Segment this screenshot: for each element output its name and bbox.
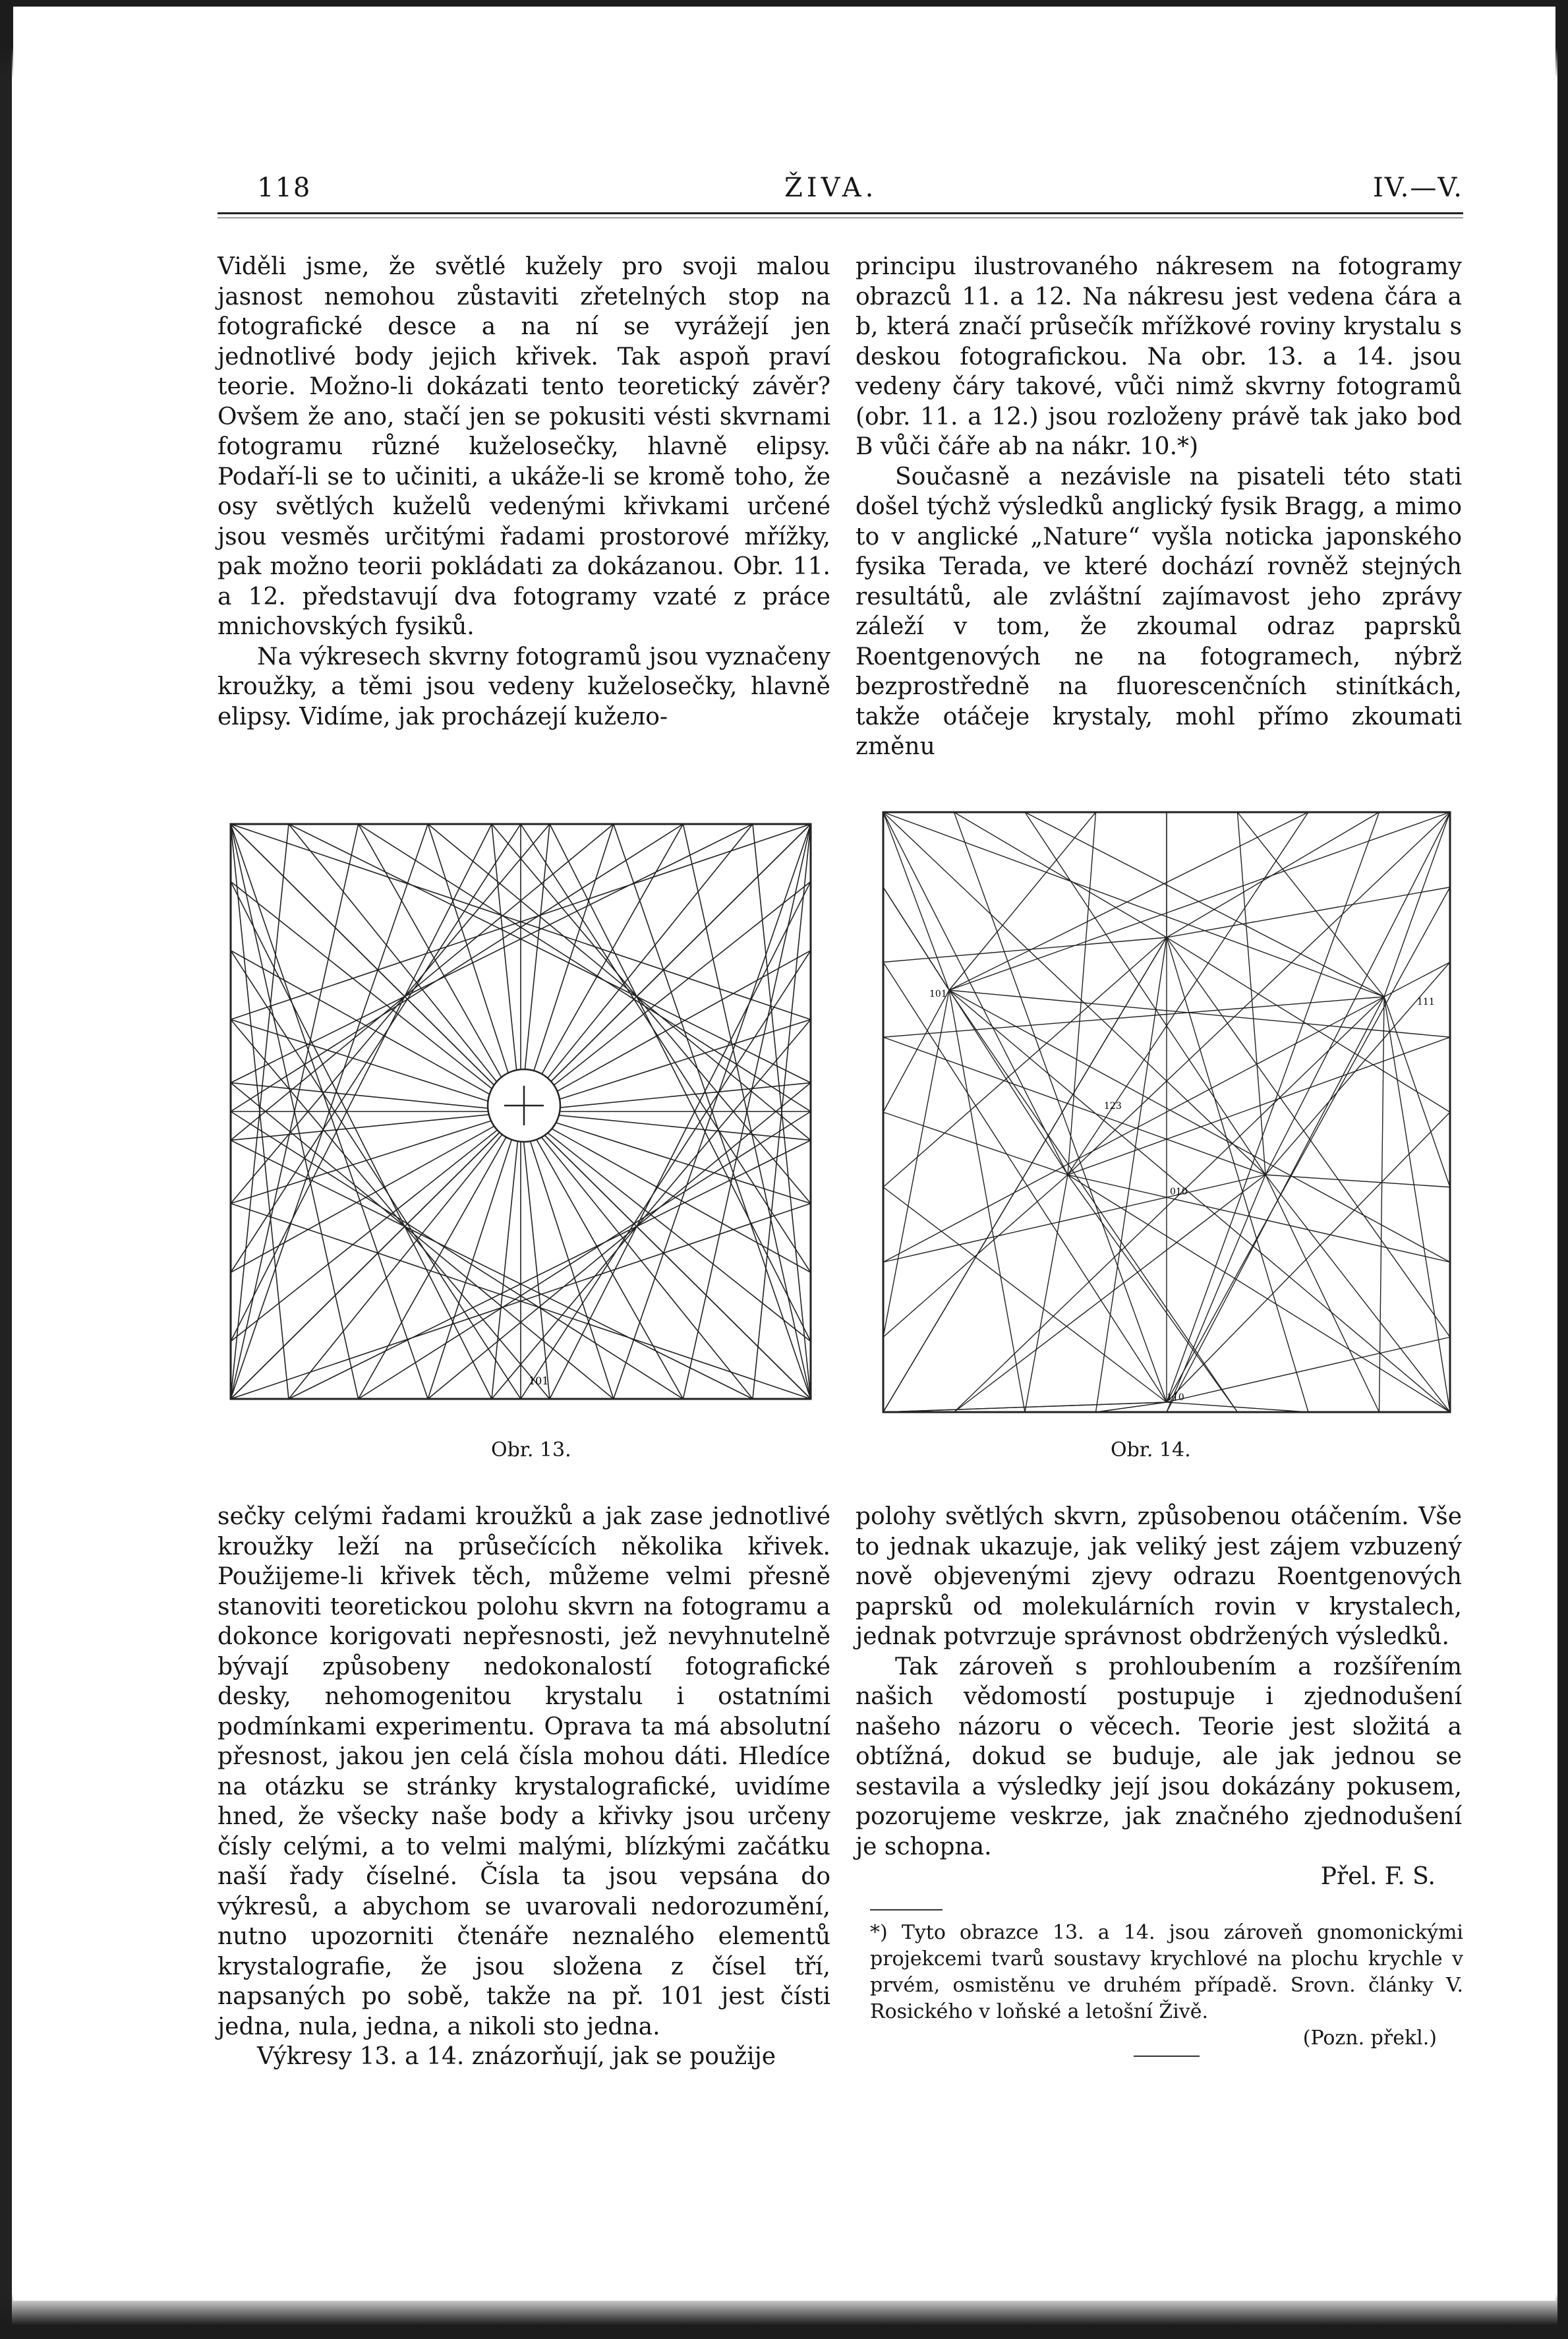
figure-14-label: 123 bbox=[1104, 1101, 1122, 1111]
footnote-text: *) Tyto obrazce 13. a 14. jsou zároveň gnomonickými projekcemi tvarů soustavy krychlové na plochu krychle v prvém, osmistěnu ve druhém případě. Srovn. články V. Rosického v loňské a letošní Živě. bbox=[870, 1921, 1463, 2023]
page-number: 118 bbox=[257, 173, 312, 203]
scan-border-right bbox=[1557, 0, 1568, 2339]
construction-line bbox=[1068, 812, 1450, 1175]
construction-line bbox=[1025, 1175, 1068, 1412]
paragraph: Viděli jsme, že světlé kužely pro svoji malou jasnost nemohou zůstaviti zřetelných stop na fotografické desce a na ní se vyrážejí jen jednotlivé body jejich křivek. Tak aspoň praví teorie. Možno-li dokázati tento teoretický závěr? Ovšem že ano, stačí jen se pokusiti vésti skvrnami fotogramu různé kuželosečky, hlavně elipsy. Podaří-li se to učiniti, a ukáže-li se kromě toho, že osy světlých kuželů vedenými křivkami určené jsou vesměs určitými řadami prostorové mřížky, pak možno teorii pokládati za dokázanou. Obr. 11. a 12. představují dva fotogramy vzaté z práce mnichovských fysiků. bbox=[218, 253, 830, 640]
figure-13-label: 101 bbox=[529, 1375, 549, 1387]
paragraph: Na výkresech skvrny fotogramů jsou vyznačeny kroužky, a těmi jsou vedeny kuželosečky, hlavně elipsy. Vidíme, jak procházejí kužело- bbox=[218, 643, 830, 730]
construction-line bbox=[1167, 1402, 1308, 1412]
footnote-rule bbox=[870, 1909, 943, 1910]
construction-line bbox=[883, 997, 1384, 1037]
construction-line bbox=[883, 962, 1167, 1403]
construction-line bbox=[231, 824, 753, 1082]
construction-line bbox=[883, 937, 1167, 962]
translator-signature: Přel. F. S. bbox=[1320, 1863, 1436, 1890]
construction-line bbox=[883, 937, 1167, 1187]
construction-line bbox=[1167, 1175, 1265, 1412]
construction-line bbox=[1068, 1175, 1450, 1412]
figure-14-label: 111 bbox=[1417, 997, 1435, 1007]
construction-line bbox=[954, 812, 1167, 1402]
construction-line bbox=[949, 990, 1238, 1412]
construction-line bbox=[231, 824, 521, 1272]
paragraph: Tak zároveň s prohloubením a rozšířením našich vědomostí postupuje i zjednodušení našeho názoru o věcech. Teorie jest složitá a obtížná, dokud se buduje, ale jak jednou se sestavila a výsledky její jsou dokázány pokusem, pozorujeme veskrze, jak značného zjednodušení je schopna. bbox=[856, 1653, 1462, 1860]
construction-line bbox=[1068, 1037, 1450, 1175]
construction-line bbox=[949, 990, 1450, 1262]
construction-line bbox=[1238, 812, 1266, 1175]
figure-13-caption: Obr. 13. bbox=[491, 1438, 571, 1462]
construction-line bbox=[883, 887, 1068, 1175]
construction-line bbox=[1167, 1337, 1450, 1402]
figure-14-label: 101 bbox=[929, 989, 947, 999]
construction-line bbox=[1167, 1112, 1450, 1402]
figure-14-label: 110 bbox=[1167, 1392, 1184, 1403]
construction-line bbox=[1265, 1175, 1379, 1412]
construction-line bbox=[883, 1112, 1068, 1175]
issue-number: IV.—V. bbox=[1372, 173, 1463, 203]
figure-14 bbox=[877, 806, 1457, 1419]
construction-line bbox=[949, 812, 1308, 990]
paragraph: principu ilustrovaného nákresem na fotogramy obrazců 11. a 12. Na nákresu jest vedena čára a b, která značí průsečík mřížkové roviny krystalu s deskou fotografickou. Na obr. 13. a 14. jsou vedeny čáry takové, vůči nimž skvrny fotogramů (obr. 11. a 12.) jsou rozloženy právě tak jako bod B vůči čáře ab na nákr. 10.*) bbox=[856, 253, 1462, 460]
paragraph: Současně a nezávisle na pisateli této stati došel týchž výsledků anglický fysik Bragg, a mimo to v anglické „Nature“ vyšla noticka japonského fysika Terada, ve které dochází rovněž stejných resultátů, ale zvláštní zajímavost jeho zprávy záleží v tom, že zkoumal odraz paprsků Roentgenových ne na fotogramech, nýbrž bezprostředně na fluorescenčních stinítkách, takže otáčeje krystaly, mohl přímo zkoumati změnu bbox=[856, 463, 1462, 760]
construction-line bbox=[1167, 937, 1450, 1337]
construction-line bbox=[1379, 997, 1385, 1412]
construction-line bbox=[1265, 1175, 1450, 1187]
scan-border-left bbox=[0, 0, 12, 2339]
text-column-bottom-left bbox=[218, 1502, 830, 2072]
paragraph: polohy světlých skvrn, způsobenou otáčením. Vše to jednak ukazuje, jak veliký jest zájem vzbuzený nově objevenými zjevy odrazu Roentgenových paprsků od molekulárních rovin v krystalech, jednak potvrzuje správnost obdržených výsledků. bbox=[856, 1503, 1462, 1650]
figure-14-caption: Obr. 14. bbox=[1111, 1438, 1191, 1462]
figure-14-label: 010 bbox=[1170, 1187, 1188, 1197]
construction-line bbox=[1068, 812, 1096, 1175]
construction-line bbox=[883, 990, 949, 1112]
construction-line bbox=[949, 812, 1096, 990]
construction-line bbox=[954, 812, 1167, 937]
construction-line bbox=[883, 990, 949, 1337]
construction-line bbox=[883, 812, 1384, 997]
paragraph: Výkresy 13. a 14. znázorňují, jak se použije bbox=[257, 2043, 776, 2070]
construction-line bbox=[954, 997, 1385, 1412]
construction-line bbox=[359, 824, 811, 1111]
construction-line bbox=[231, 824, 492, 1342]
footnote bbox=[870, 1920, 1463, 2052]
construction-line bbox=[231, 1111, 683, 1399]
construction-line bbox=[231, 1140, 753, 1399]
construction-line bbox=[1025, 812, 1265, 1175]
construction-line bbox=[231, 824, 683, 1111]
construction-line bbox=[949, 812, 1450, 990]
construction-line bbox=[1068, 1175, 1238, 1412]
construction-line bbox=[1238, 812, 1385, 997]
construction-line bbox=[1096, 937, 1167, 1412]
header-rule bbox=[218, 212, 1463, 214]
construction-line bbox=[231, 951, 521, 1399]
text-column-top-right bbox=[856, 252, 1462, 762]
journal-title: ŽIVA. bbox=[784, 173, 878, 203]
construction-line bbox=[949, 990, 1025, 1412]
figure-13 bbox=[224, 812, 817, 1412]
construction-line bbox=[1384, 962, 1450, 997]
running-header bbox=[218, 173, 1463, 210]
footnote-note: (Pozn. překl.) bbox=[1302, 2027, 1437, 2050]
construction-line bbox=[883, 812, 1068, 1175]
construction-line bbox=[1265, 1175, 1450, 1412]
paragraph: sečky celými řadami kroužků a jak zase jednotlivé kroužky leží na průsečících několika křivek. Použijeme-li křivek těch, můžeme velmi přesně stanoviti teoretickou polohu skvrn na fotogramu a dokonce korigovati nepřesnosti, jež nevyhnutelně bývají způsobeny nedokonalostí fotografické desky, nehomogenitou krystalu i ostatními podmínkami experimentu. Oprava ta má absolutní přesnost, jakou jen celá čísla mohou dáti. Hledíce na otázku se stránky krystalografické, uvidíme hned, že všecky naše body a křivky jsou určeny čísly celými, a to velmi malými, blízkými začátku naší řady číselné. Čísla ta jsou vepsána do výkresů, a abychom se uvarovali nedorozumění, nutno upozorniti čtenáře neznalého elementů krystalografie, že jsou složena z čísel tří, napsaných po sobě, takže na př. 101 jest čísti jedna, nula, jedna, a nikoli sto jedna. bbox=[218, 1503, 830, 2040]
figure-13-drawing bbox=[224, 812, 817, 1412]
construction-line bbox=[359, 1111, 811, 1399]
end-rule bbox=[1134, 2056, 1200, 2057]
construction-line bbox=[883, 812, 949, 990]
construction-line bbox=[883, 997, 1384, 1262]
text-column-bottom-right bbox=[856, 1502, 1462, 1892]
construction-line bbox=[1167, 812, 1379, 1402]
construction-line bbox=[550, 881, 811, 1399]
text-column-top-left bbox=[218, 252, 830, 732]
figure-14-drawing bbox=[877, 806, 1457, 1419]
